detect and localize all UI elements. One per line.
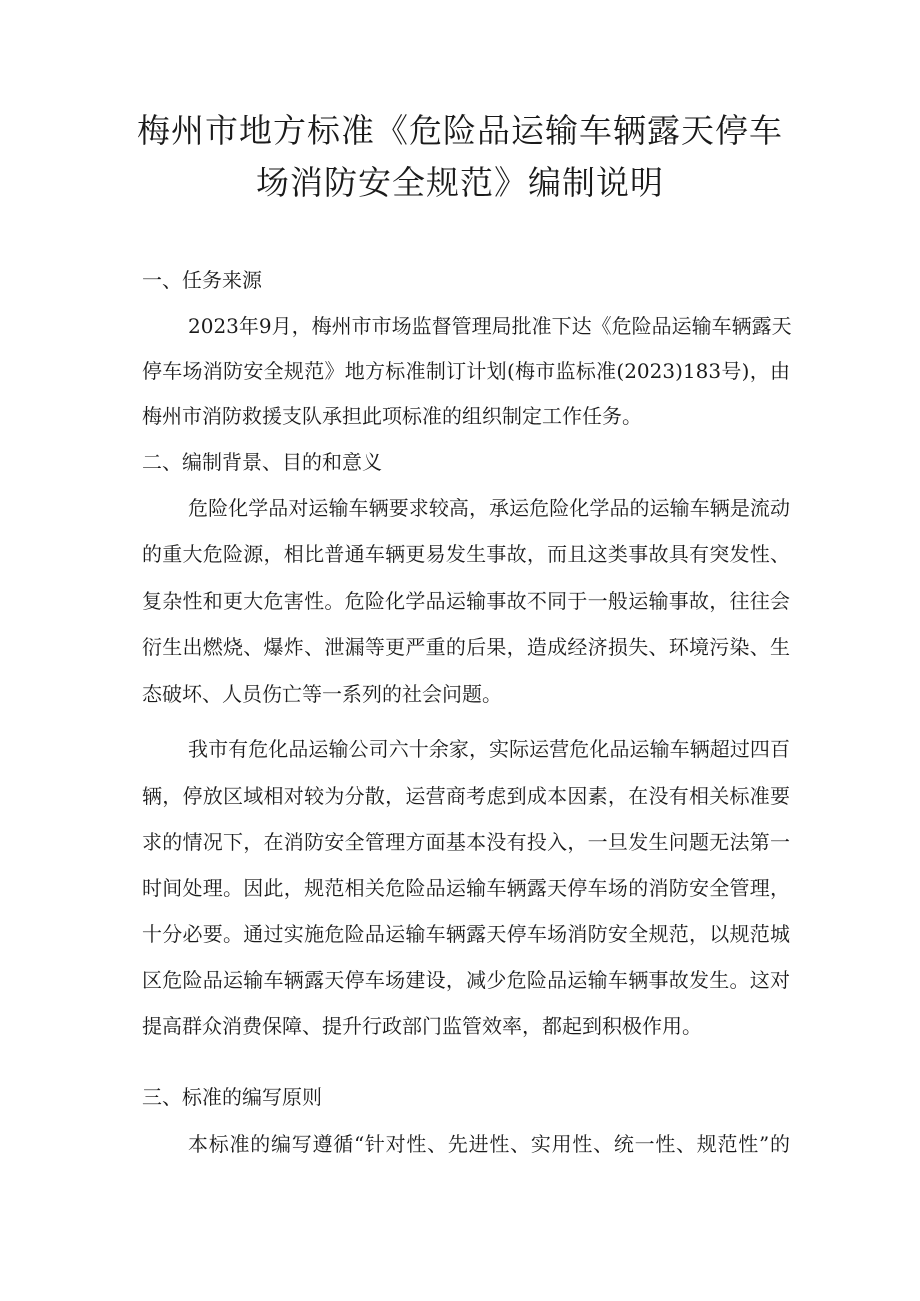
section-1-line: 2023年9月，梅州市市场监督管理局批准下达《危险品运输车辆露天 xyxy=(188,314,792,338)
section-2-heading: 二、编制背景、目的和意义 xyxy=(142,450,382,474)
section-2-para-1-line: 危险化学品对运输车辆要求较高，承运危险化学品的运输车辆是流动 xyxy=(188,496,790,520)
section-1-line: 梅州市消防救援支队承担此项标准的组织制定工作任务。 xyxy=(142,404,642,428)
section-2-para-2-line: 我市有危化品运输公司六十余家，实际运营危化品运输车辆超过四百 xyxy=(188,737,790,761)
section-2-para-1-line: 的重大危险源，相比普通车辆更易发生事故，而且这类事故具有突发性、 xyxy=(142,542,790,566)
section-1-line: 停车场消防安全规范》地方标准制订计划(梅市监标准(2023)183号)，由 xyxy=(142,359,790,383)
document-title-line-1: 梅州市地方标准《危险品运输车辆露天停车 xyxy=(137,111,783,150)
section-2-para-1-line: 态破坏、人员伤亡等一系列的社会问题。 xyxy=(142,682,502,706)
document-title-line-2: 场消防安全规范》编制说明 xyxy=(256,163,664,202)
section-2-para-2-line: 十分必要。通过实施危险品运输车辆露天停车场消防安全规范，以规范城 xyxy=(142,922,790,946)
section-2-para-2-line: 区危险品运输车辆露天停车场建设，减少危险品运输车辆事故发生。这对 xyxy=(142,968,790,992)
section-1-heading: 一、任务来源 xyxy=(142,268,262,292)
section-2-para-2-line: 求的情况下，在消防安全管理方面基本没有投入，一旦发生问题无法第一 xyxy=(142,830,790,854)
section-2-para-2-line: 提高群众消费保障、提升行政部门监管效率，都起到积极作用。 xyxy=(142,1014,702,1038)
section-2-para-1-line: 复杂性和更大危害性。危险化学品运输事故不同于一般运输事故，往往会 xyxy=(142,589,790,613)
section-2-para-2-line: 时间处理。因此，规范相关危险品运输车辆露天停车场的消防安全管理， xyxy=(142,876,790,900)
section-3-line: 本标准的编写遵循“针对性、先进性、实用性、统一性、规范性”的 xyxy=(188,1132,790,1156)
section-3-heading: 三、标准的编写原则 xyxy=(142,1085,322,1109)
section-2-para-2-line: 辆，停放区域相对较为分散，运营商考虑到成本因素，在没有相关标准要 xyxy=(142,784,790,808)
section-2-para-1-line: 衍生出燃烧、爆炸、泄漏等更严重的后果，造成经济损失、环境污染、生 xyxy=(142,635,790,659)
